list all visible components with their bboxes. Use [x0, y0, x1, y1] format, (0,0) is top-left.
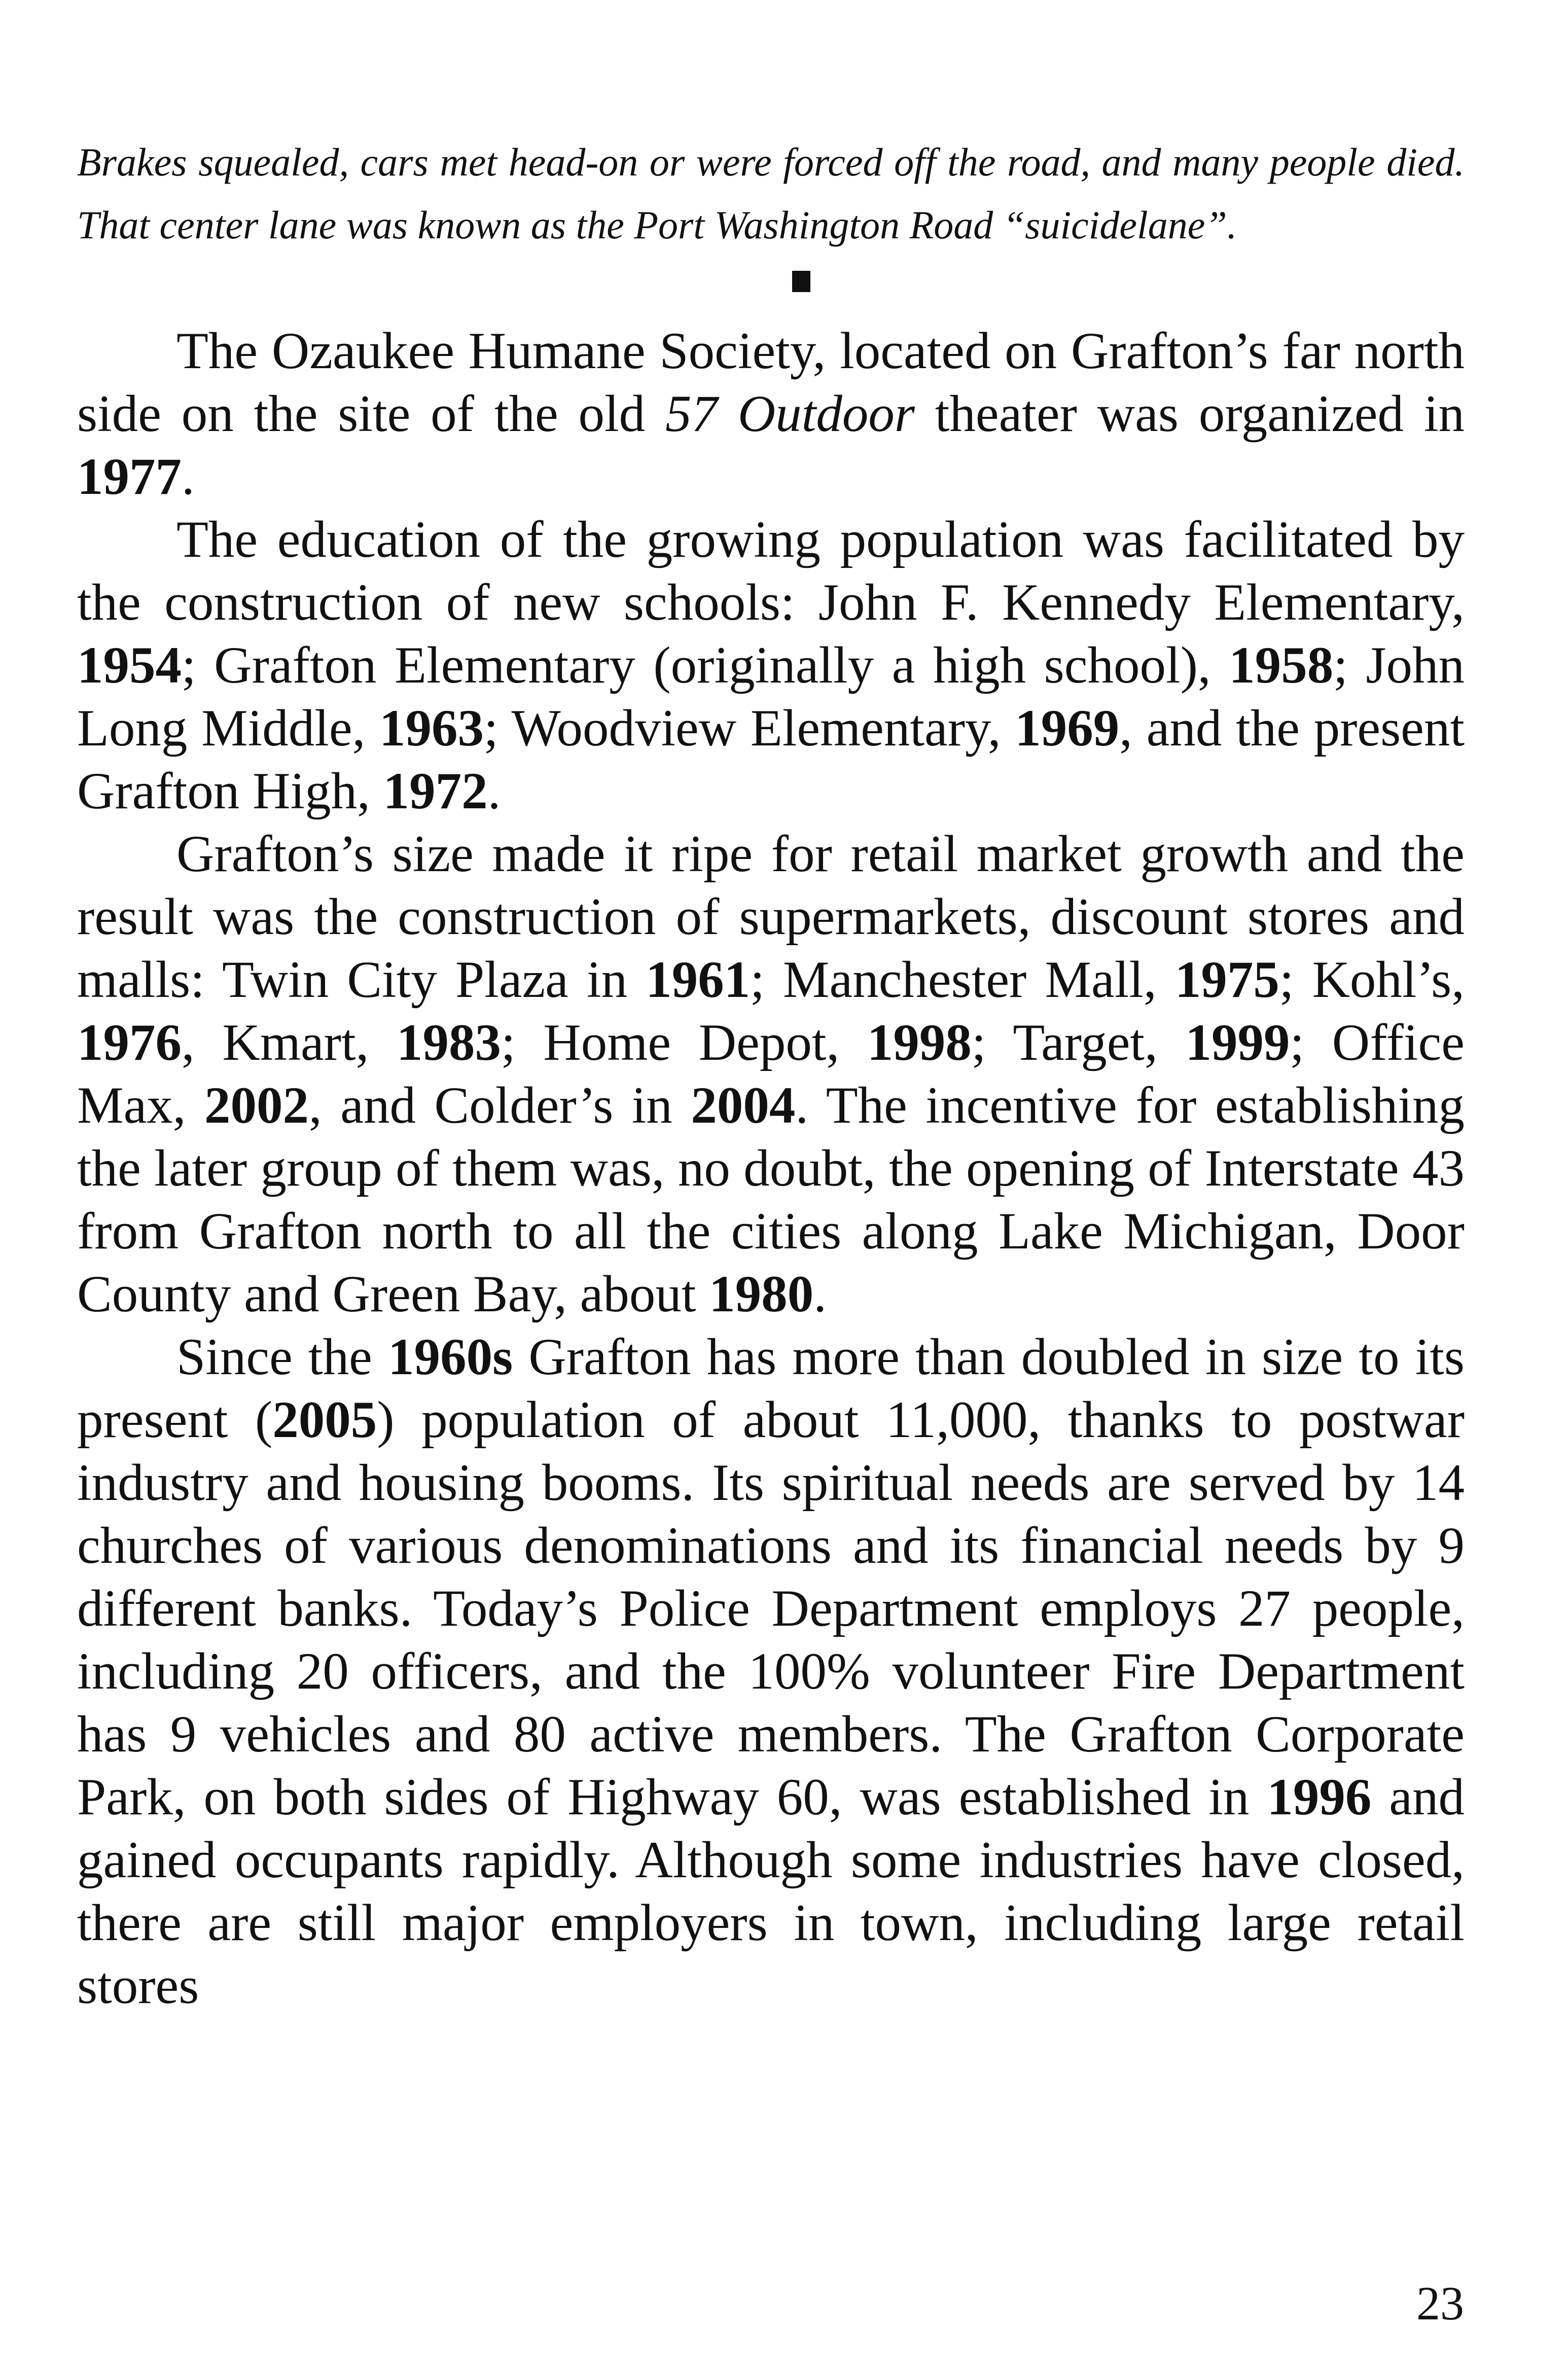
- text-run: Grafton has more than doubled in size to its present (: [77, 1328, 1465, 1449]
- text-run: Grafton’s size made it ripe for retail market growth and the result was the construction of supermarkets, discount stores and malls: Twin City Plaza in: [77, 825, 1465, 1009]
- text-run: ) population of about 11,000, thanks to postwar industry and housing booms. Its spiritual needs are served by 14 churches of various denominations and its financial needs by 9 different banks. Today’s Police Department employs 27 people, including 20 officers, and the 100% volunteer Fire Department has 9 vehicles and 80 active members. The Grafton Corporate Park, on both sides of Highway 60, was established in: [77, 1391, 1465, 1826]
- text-run: theater was organized in: [914, 385, 1465, 443]
- text-run-bold: 2004: [691, 1077, 796, 1134]
- text-run: .: [487, 762, 501, 820]
- text-run-bold: 1969: [1015, 699, 1120, 757]
- text-run: ; John Long Middle,: [77, 636, 1465, 757]
- text-run-bold: 1976: [77, 1014, 182, 1071]
- text-run: ; Woodview Elementary,: [484, 699, 1015, 757]
- text-run-bold: 1996: [1267, 1768, 1372, 1826]
- text-run: ; Kohl’s,: [1279, 951, 1465, 1009]
- text-run: ; Office Max,: [77, 1014, 1465, 1134]
- page-number: 23: [1416, 2277, 1464, 2330]
- text-run-bold: 2002: [204, 1077, 309, 1134]
- text-run: ; Home Depot,: [501, 1014, 867, 1071]
- text-run-bold: 1998: [867, 1014, 972, 1071]
- text-run: ; Target,: [971, 1014, 1186, 1071]
- body-paragraph: [77, 1326, 1465, 2017]
- text-run: , and Colder’s in: [309, 1077, 691, 1134]
- text-run-bold: 1954: [77, 636, 182, 694]
- text-run-bold: 1999: [1185, 1014, 1290, 1071]
- section-break-square-icon: [792, 271, 810, 292]
- text-run-bold: 1977: [77, 448, 182, 506]
- text-run: .: [813, 1265, 827, 1323]
- body-paragraph: [77, 319, 1465, 508]
- text-run-bold: 1980: [709, 1265, 814, 1323]
- text-run: The Ozaukee Humane Society, located on Grafton’s far north side on the site of the old: [77, 322, 1465, 443]
- text-run-bold: 1958: [1229, 636, 1334, 694]
- text-run-bold: 1960s: [388, 1328, 513, 1386]
- text-run: .: [182, 448, 195, 506]
- text-run-bold: 1963: [379, 699, 484, 757]
- text-run: . The incentive for establishing the later group of them was, no doubt, the opening of Interstate 43 from Grafton north to all the cities along Lake Michigan, Door County and Green Bay, about: [77, 1077, 1465, 1323]
- text-run: Since the: [176, 1328, 388, 1386]
- body-paragraph: [77, 508, 1465, 822]
- text-run-italic: 57 Outdoor: [665, 385, 915, 443]
- body-paragraph: [77, 822, 1465, 1326]
- text-run: , Kmart,: [182, 1014, 397, 1071]
- text-run-bold: 1961: [646, 951, 751, 1009]
- text-run-bold: 2005: [272, 1391, 377, 1449]
- body-text: [77, 319, 1465, 2017]
- text-run: The education of the growing population was facilitated by the construction of new schools: John F. Kennedy Elementary,: [77, 511, 1465, 631]
- text-run: ; Grafton Elementary (originally a high school),: [182, 636, 1229, 694]
- text-run: and gained occupants rapidly. Although some industries have closed, there are still major employers in town, including large retail stores: [77, 1768, 1465, 2015]
- text-run-bold: 1972: [383, 762, 488, 820]
- text-run-bold: 1983: [397, 1014, 502, 1071]
- text-run: ; Manchester Mall,: [750, 951, 1175, 1009]
- text-run-bold: 1975: [1174, 951, 1279, 1009]
- intro-italic-paragraph: Brakes squealed, cars met head-on or were forced off the road, and many people died. That center lane was known as the Port Washington Road “suicidelane”.: [77, 140, 1465, 247]
- text-run: , and the present Grafton High,: [77, 699, 1465, 820]
